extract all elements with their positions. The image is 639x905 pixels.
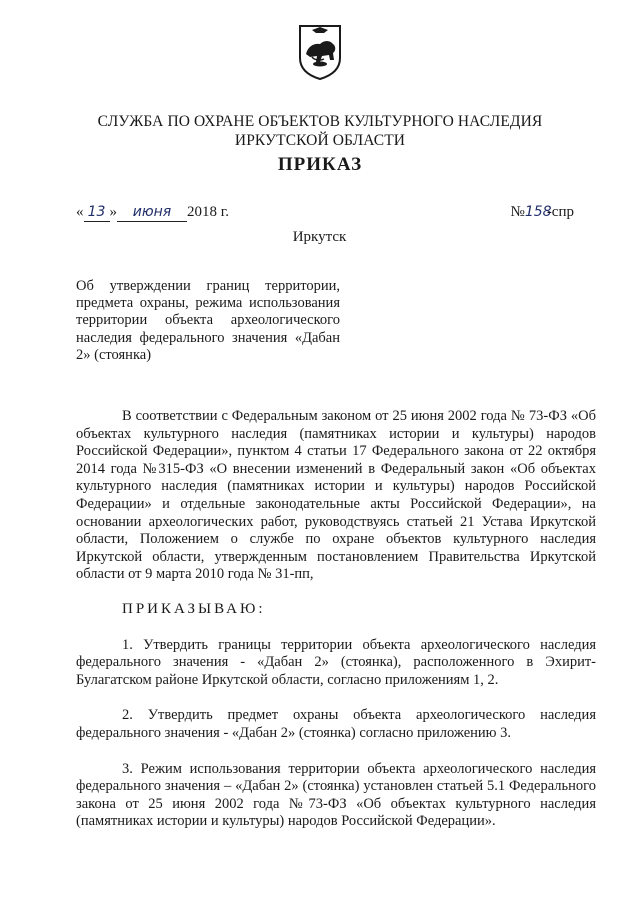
clause-text: Режим использования территории объекта археологического наследия федерального значения – «Дабан 2» (стоянка) установлен статьей 5.1 Федерального закона от 25 июня 2002 года №73-ФЗ «Об объектах культурного наследия (памятниках истории и культуры) народов Российской Федерации». [76, 760, 597, 830]
organization-line: ИРКУТСКОЙ ОБЛАСТИ [234, 132, 406, 149]
order-command-word: ПРИКАЗЫВАЮ: [122, 600, 266, 617]
document-type-title: ПРИКАЗ [277, 154, 363, 175]
clause-number: 3. [122, 760, 133, 777]
clause-number: 1. [122, 636, 133, 653]
clause-item [76, 637, 596, 690]
irkutsk-coat-of-arms-icon [298, 24, 342, 80]
date-day-handwritten: 13 [84, 203, 110, 222]
number-handwritten: 158 [524, 204, 552, 220]
order-date [76, 203, 229, 222]
clause-item [76, 761, 596, 831]
date-month-handwritten: июня [117, 203, 187, 222]
date-close-quote: » [109, 204, 117, 220]
organization-name [80, 112, 560, 150]
clause-text: Утвердить границы территории объекта археологического наследия федерального значения - «Дабан 2» (стоянка), расположенного в Эхирит-Булагатском районе Иркутской области, согласно приложениям 1, 2. [76, 636, 596, 688]
city-name: Иркутск [292, 229, 347, 245]
clause-text: Утвердить предмет охраны объекта археологического наследия федерального значения - «Дабан 2» (стоянка) согласно приложению 3. [76, 707, 596, 741]
number-suffix: -спр [546, 204, 574, 220]
order-number [511, 203, 575, 221]
number-prefix: № [510, 204, 525, 220]
organization-line: СЛУЖБА ПО ОХРАНЕ ОБЪЕКТОВ КУЛЬТУРНОГО НАСЛЕДИЯ [97, 113, 543, 130]
clause-item [76, 707, 596, 742]
date-open-quote: « [76, 204, 84, 220]
order-subject: Об утверждении границ территории, предмета охраны, режима использования территории объекта археологического наследия федерального значения «Дабан 2» (стоянка) [76, 278, 340, 363]
clause-number: 2. [122, 707, 133, 724]
date-year: 2018 г. [187, 204, 229, 220]
preamble-paragraph: В соответствии с Федеральным законом от 25 июня 2002 года № 73-ФЗ «Об объектах культурного наследия (памятниках истории и культуры) народов Российской Федерации», пунктом 4 статьи 17 Федерального закона от 22 октября 2014 года №315-ФЗ «О внесении изменений в Федеральный закон «Об объектах культурного наследия (памятниках истории и культуры) народов Российской Федерации» и отдельные законодательные акты Российской Федерации», на основании археологических работ, руководствуясь статьей 21 Устава Иркутской области, Положением о службе по охране объектов культурного наследия Иркутской области, утвержденным постановлением Правительства Иркутской области от 9 марта 2010 года № 31-пп, [76, 408, 596, 583]
order-body [76, 408, 596, 849]
